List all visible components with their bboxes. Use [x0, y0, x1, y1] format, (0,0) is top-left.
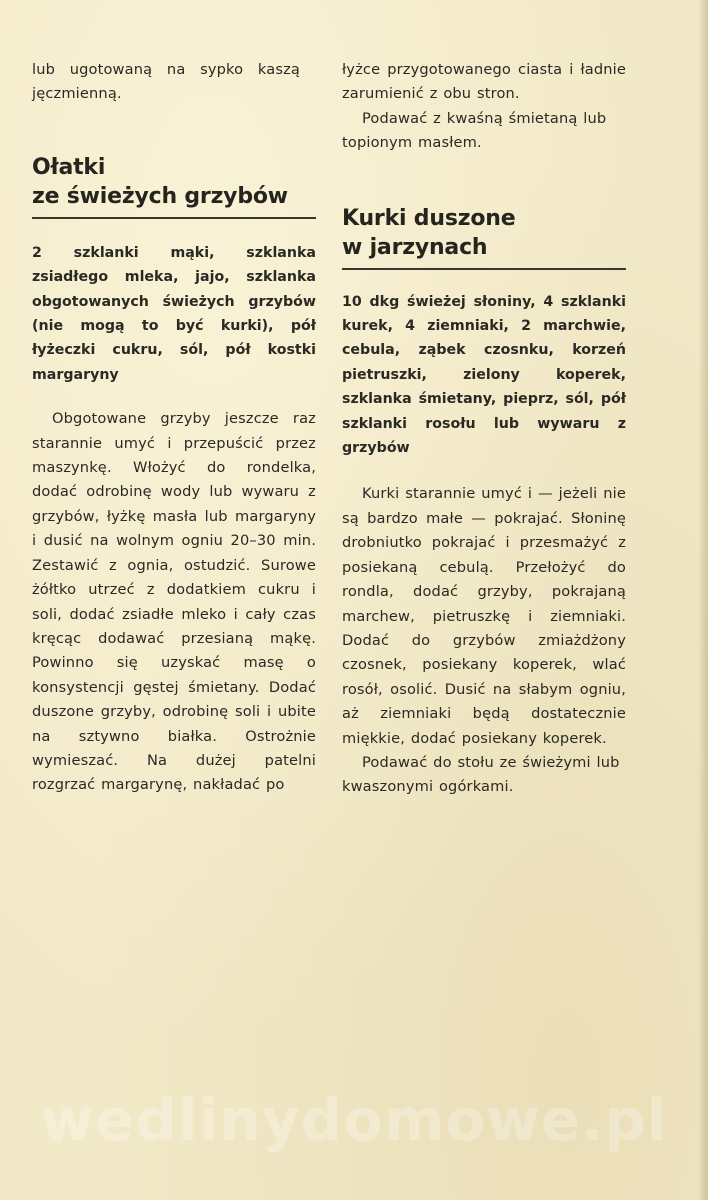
continued-text: łyżce przygotowanego ciasta i ładnie zarumienić z obu stron. [342, 61, 626, 103]
recipe-title-line-1: Kurki duszone [342, 205, 516, 231]
serving-instruction: Podawać do stołu ze świeżymi lub kwaszonymi ogórkami. [342, 753, 620, 796]
recipe-title-line-2: w jarzynach [342, 234, 488, 260]
right-column [342, 58, 626, 800]
ingredients-list: 2 szklanki mąki, szklanka zsiadłego mleka, jajo, szklanka obgotowanych świeżych grzybów (nie mogą to być kurki), pół łyżeczki cukru, sól, pół kostki margaryny [32, 244, 316, 383]
serving-note: Podawać z kwaśną śmietaną lub topionym masłem. [342, 109, 607, 152]
watermark: wedlinydomowe.pl [40, 1086, 668, 1154]
page-edge-shadow [698, 0, 708, 1200]
recipe-method: Kurki starannie umyć i — jeżeli nie są bardzo małe — pokrajać. Słoninę drobniutko pokrajać i przesmażyć z posiekaną cebulą. Przełożyć do rondla, dodać grzyby, pokrajaną marchew, pietruszkę i ziemniaki. Dodać do grzybów zmiażdżony czosnek, posiekany koperek, wlać rosół, osolić. Dusić na słabym ogniu, aż ziemniaki będą dostatecznie miękkie, dodać posiekany koperek. [342, 485, 626, 747]
left-column [32, 58, 316, 798]
recipe-method: Obgotowane grzyby jeszcze raz starannie umyć i przepuścić przez maszynkę. Włożyć do rondelka, dodać odrobinę wody lub wywaru z grzybów, łyżkę masła lub margaryny i dusić na wolnym ogniu 20–30 min. Zestawić z ognia, ostudzić. Surowe żółtko utrzeć z dodatkiem cukru i soli, dodać zsiadłe mleko i cały czas kręcąc dodawać przesianą mąkę. Powinno się uzyskać masę o konsystencji gęstej śmietany. Dodać duszone grzyby, odrobinę soli i ubite na sztywno białka. Ostrożnie wymieszać. Na dużej patelni rozgrzać margarynę, nakładać po [32, 410, 316, 794]
continued-text: lub ugotowaną na sypko kaszą jęczmienną. [32, 61, 300, 103]
ingredients-list: 10 dkg świeżej słoniny, 4 szklanki kurek, 4 ziemniaki, 2 marchwie, cebula, ząbek czosnku, korzeń pietruszki, zielony koperek, szklanka śmietany, pieprz, sól, pół szklanki rosołu lub wywaru z grzybów [342, 293, 626, 457]
recipe-title-line-2: ze świeżych grzybów [32, 183, 288, 209]
recipe-title-line-1: Ołatki [32, 154, 106, 180]
